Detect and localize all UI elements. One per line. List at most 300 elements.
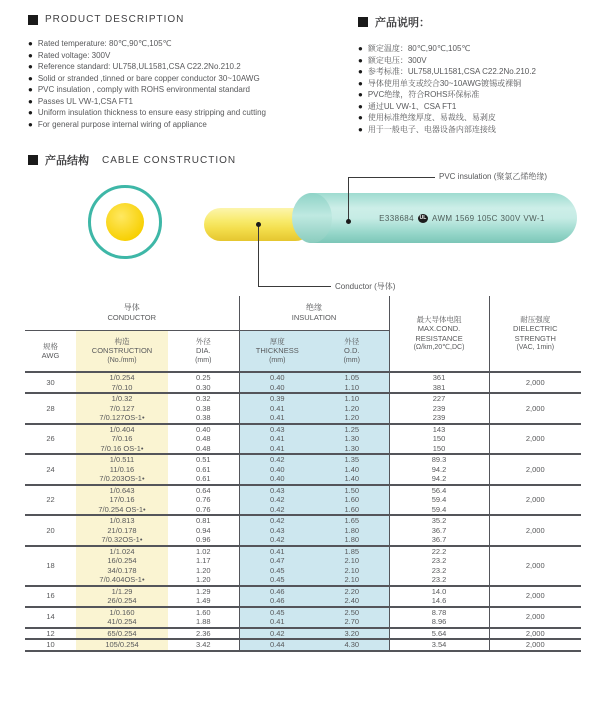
cell-value: 0.41 — [269, 403, 285, 413]
cell-value: 0.45 — [269, 575, 285, 584]
max-resistance-header-unit: (Ω/km,20℃,DC) — [413, 344, 465, 351]
cell-value: 2,000 — [525, 495, 545, 504]
construction-cell — [76, 515, 168, 546]
cell-value: 2.20 — [344, 586, 360, 596]
construction-cell — [76, 628, 168, 640]
dia-cell — [168, 372, 239, 393]
cell-value: 0.41 — [269, 443, 285, 453]
dia-header — [168, 331, 239, 373]
cell-value: 2.70 — [344, 617, 360, 626]
dielectric-cell — [489, 372, 581, 393]
spec-table-body — [25, 372, 581, 651]
cell-value: 7/0.127 — [109, 403, 135, 413]
cell-value: 94.2 — [431, 464, 447, 474]
cell-value: 1.02 — [195, 546, 211, 556]
cell-value: 1.35 — [344, 455, 360, 464]
cell-value: 0.40 — [269, 382, 285, 392]
construction-header — [76, 331, 168, 373]
cell-value: 1/0.254 — [109, 373, 135, 382]
od-cell — [315, 393, 389, 424]
cell-value: 2.50 — [344, 607, 360, 617]
dielectric-header-unit: (VAC, 1min) — [516, 344, 555, 351]
cell-value: 1.40 — [344, 464, 360, 474]
cell-value: 7/0.32OS-1• — [101, 535, 143, 544]
dielectric-cell — [489, 424, 581, 455]
bullet-text: PVC insulation , comply with ROHS environmental standard — [37, 85, 250, 94]
construction-cell — [76, 607, 168, 628]
dia-cell — [168, 586, 239, 607]
cell-value: 150 — [432, 443, 446, 453]
awg-cell — [25, 424, 76, 455]
product-description-cn-title: 产品说明： — [375, 17, 430, 29]
cell-value: 2,000 — [525, 560, 545, 570]
bullet-icon: ● — [28, 73, 33, 83]
awg-cell — [25, 639, 76, 651]
cell-value: 1.50 — [344, 485, 360, 495]
cell-value: 4.30 — [344, 640, 360, 649]
cable-construction-title-zh: 产品结构 — [45, 155, 89, 167]
cell-value: 0.42 — [269, 535, 285, 544]
pvc-leader-vline — [348, 177, 349, 221]
cell-value: 26 — [46, 434, 55, 443]
cell-value: 0.51 — [195, 455, 211, 464]
bullet-icon: ● — [358, 78, 363, 88]
od-cell — [315, 586, 389, 607]
cell-value: 34/0.178 — [107, 565, 137, 575]
bullet-item — [28, 107, 350, 119]
bullet-item — [28, 73, 350, 85]
cell-value: 2.36 — [195, 628, 211, 638]
cell-value: 2,000 — [525, 434, 545, 443]
bullet-item — [28, 38, 350, 50]
cell-value: 7/0.16 OS-1• — [100, 443, 144, 453]
thickness-cell — [239, 393, 315, 424]
cell-value: 16/0.254 — [107, 556, 137, 565]
cell-value: 0.43 — [269, 525, 285, 535]
bullet-item — [28, 50, 350, 62]
construction-cell — [76, 485, 168, 516]
bullet-text: Rated temperature: 80℃,90℃,105℃ — [37, 39, 172, 48]
cell-value: 2,000 — [525, 612, 545, 622]
resistance-cell — [389, 546, 489, 586]
marking-awm-text: AWM 1569 105C 300V VW-1 — [432, 213, 545, 223]
construction-cell — [76, 586, 168, 607]
bullet-item — [28, 84, 350, 96]
cell-value: 2,000 — [525, 464, 545, 474]
cell-value: 2.40 — [344, 596, 360, 605]
cell-value: 361 — [432, 373, 446, 382]
resistance-cell — [389, 639, 489, 651]
cell-value: 11/0.16 — [109, 464, 135, 474]
bullet-icon: ● — [28, 50, 33, 60]
cell-value: 1.25 — [344, 424, 360, 434]
marking-e-number: E338684 — [379, 213, 415, 223]
thickness-header-en: THICKNESS — [255, 346, 299, 356]
cell-value: 35.2 — [431, 516, 447, 525]
conductor-group-zh: 导体 — [123, 303, 140, 312]
cell-value: 14.6 — [431, 596, 447, 605]
cell-value: 56.4 — [431, 485, 447, 495]
od-cell — [315, 639, 389, 651]
cell-value: 1.80 — [344, 525, 360, 535]
resistance-cell — [389, 424, 489, 455]
cell-value: 105/0.254 — [105, 640, 139, 649]
dia-cell — [168, 485, 239, 516]
resistance-cell — [389, 607, 489, 628]
od-header — [315, 331, 389, 373]
cell-value: 2,000 — [525, 377, 545, 387]
od-cell — [315, 372, 389, 393]
dielectric-cell — [489, 393, 581, 424]
resistance-cell — [389, 586, 489, 607]
conductor-leader-hline — [258, 286, 331, 287]
resistance-cell — [389, 485, 489, 516]
cell-value: 0.40 — [269, 464, 285, 474]
thickness-header-unit: (mm) — [269, 356, 286, 364]
table-row — [25, 424, 581, 455]
cell-value: 22.2 — [431, 546, 447, 556]
cell-value: 1.10 — [344, 382, 360, 392]
cell-value: 10 — [46, 640, 55, 649]
cell-value: 0.42 — [269, 455, 285, 464]
bullet-text: 用于一般电子、电器设备内部连接线 — [367, 124, 496, 134]
dielectric-cell — [489, 485, 581, 516]
cell-value: 1.88 — [195, 617, 211, 626]
cell-value: 1.17 — [195, 556, 211, 565]
bullet-icon: ● — [28, 39, 33, 48]
cell-value: 3.42 — [195, 640, 211, 649]
cable-construction-heading — [28, 152, 236, 168]
cell-value: 0.39 — [269, 394, 285, 403]
cell-value: 7/0.127OS-1• — [99, 413, 145, 422]
awg-cell — [25, 485, 76, 516]
od-cell — [315, 546, 389, 586]
table-row — [25, 515, 581, 546]
dielectric-header-en2: STRENGTH — [514, 333, 556, 343]
cell-value: 94.2 — [431, 474, 447, 483]
awg-cell — [25, 607, 76, 628]
table-row — [25, 639, 581, 651]
table-row — [25, 607, 581, 628]
cell-value: 36.7 — [431, 535, 447, 544]
cell-value: 1/0.404 — [109, 424, 135, 434]
bullet-icon: ● — [358, 55, 363, 65]
cell-value: 0.61 — [195, 474, 211, 483]
cell-value: 12 — [46, 628, 55, 638]
cell-value: 1/1.29 — [111, 586, 133, 596]
table-row — [25, 546, 581, 586]
awg-cell — [25, 546, 76, 586]
bullet-icon: ● — [358, 113, 363, 122]
dielectric-cell — [489, 607, 581, 628]
pvc-insulation-label: PVC insulation (聚氯乙烯绝缘) — [439, 172, 548, 181]
cell-value: 0.46 — [269, 596, 285, 605]
cell-value: 0.45 — [269, 607, 285, 617]
dielectric-cell — [489, 586, 581, 607]
cell-value: 1.60 — [195, 607, 211, 617]
cell-value: 1.20 — [195, 565, 211, 575]
cell-value: 0.45 — [269, 565, 285, 575]
cable-marking-text — [350, 193, 574, 243]
cell-value: 1.20 — [344, 413, 360, 422]
table-row — [25, 393, 581, 424]
thickness-cell — [239, 424, 315, 455]
bullet-icon: ● — [358, 124, 363, 134]
bullet-item — [28, 61, 350, 73]
cell-value: 0.25 — [195, 373, 211, 382]
cell-value: 0.76 — [195, 495, 211, 504]
thickness-cell — [239, 546, 315, 586]
bullet-item — [358, 112, 603, 124]
cell-value: 1.80 — [344, 535, 360, 544]
cell-value: 1.20 — [195, 575, 211, 584]
insulation-group-en: INSULATION — [291, 313, 337, 322]
cell-value: 0.81 — [195, 516, 211, 525]
od-cell — [315, 485, 389, 516]
cell-value: 2,000 — [525, 403, 545, 413]
dia-cell — [168, 546, 239, 586]
ul-logo-icon: UL — [419, 214, 427, 221]
resistance-cell — [389, 454, 489, 485]
product-description-section — [28, 14, 350, 130]
product-description-list — [28, 38, 350, 130]
awg-cell — [25, 586, 76, 607]
cell-value: 2,000 — [525, 525, 545, 535]
table-row — [25, 485, 581, 516]
bullet-icon: ● — [358, 67, 363, 76]
awg-cell — [25, 628, 76, 640]
construction-cell — [76, 393, 168, 424]
resistance-cell — [389, 393, 489, 424]
conductor-group-header — [25, 296, 239, 331]
cell-value: 89.3 — [431, 455, 447, 464]
cell-value: 23.2 — [431, 556, 447, 565]
thickness-cell — [239, 586, 315, 607]
cell-value: 7/0.10 — [111, 382, 133, 392]
cell-value: 1/0.643 — [109, 485, 135, 495]
cell-value: 0.46 — [269, 586, 285, 596]
thickness-header — [239, 331, 315, 373]
bullet-text: Rated voltage: 300V — [37, 50, 111, 60]
cell-value: 14.0 — [431, 586, 447, 596]
construction-cell — [76, 424, 168, 455]
cell-value: 0.76 — [195, 504, 211, 514]
od-cell — [315, 454, 389, 485]
cell-value: 1.30 — [344, 443, 360, 453]
bullet-text: 额定电压：300V — [367, 55, 427, 65]
dielectric-header-en1: DIELECTRIC — [512, 324, 558, 333]
bullet-item — [358, 43, 603, 55]
cell-value: 1.10 — [344, 394, 360, 403]
dia-cell — [168, 628, 239, 640]
cell-value: 3.54 — [431, 640, 447, 649]
awg-header-zh: 规格 — [43, 341, 58, 351]
cell-value: 2,000 — [525, 591, 545, 601]
awg-cell — [25, 393, 76, 424]
cell-value: 150 — [432, 434, 446, 443]
bullet-item — [358, 101, 603, 113]
od-header-zh: 外径 — [344, 336, 360, 346]
cell-value: 0.41 — [269, 434, 285, 443]
pvc-leader-hline — [348, 177, 435, 178]
dielectric-header-zh: 耐压强度 — [520, 314, 551, 324]
construction-header-en: CONSTRUCTION — [91, 346, 153, 356]
od-cell — [315, 515, 389, 546]
cell-value: 24 — [46, 464, 55, 474]
bullet-icon: ● — [358, 44, 363, 53]
resistance-cell — [389, 372, 489, 393]
max-resistance-header — [389, 296, 489, 372]
bullet-icon: ● — [28, 108, 33, 117]
cell-value: 7/0.203OS-1• — [99, 474, 145, 483]
cell-value: 2.10 — [344, 556, 360, 565]
cell-value: 26/0.254 — [107, 596, 137, 605]
cell-value: 5.64 — [431, 628, 447, 638]
cell-value: 8.78 — [431, 607, 447, 617]
bullet-icon: ● — [28, 119, 33, 129]
cable-insulation-endcap — [292, 193, 332, 243]
insulation-group-header — [239, 296, 389, 331]
cell-value: 1/0.32 — [111, 394, 133, 403]
dia-header-unit: (mm) — [195, 356, 212, 364]
resistance-cell — [389, 515, 489, 546]
cell-value: 0.42 — [269, 628, 285, 638]
cell-value: 0.32 — [195, 394, 211, 403]
thickness-cell — [239, 485, 315, 516]
table-row — [25, 628, 581, 640]
thickness-header-zh: 厚度 — [269, 336, 285, 346]
bullet-item — [358, 66, 603, 78]
cell-value: 0.40 — [269, 474, 285, 483]
cell-value: 0.40 — [195, 424, 211, 434]
bullet-icon: ● — [358, 101, 363, 111]
bullet-text: Passes UL VW-1,CSA FT1 — [37, 96, 133, 106]
bullet-item — [358, 55, 603, 67]
cell-value: 239 — [432, 413, 446, 422]
cell-value: 36.7 — [431, 525, 447, 535]
product-description-cn-list — [358, 43, 603, 135]
bullet-text: 导体使用单支或绞合30~10AWG镀锡或裸铜 — [367, 78, 522, 88]
product-description-heading — [28, 14, 350, 25]
thickness-cell — [239, 515, 315, 546]
cell-value: 1/1.024 — [109, 546, 135, 556]
cell-value: 59.4 — [431, 495, 447, 504]
cell-value: 30 — [46, 377, 55, 387]
cell-value: 1.65 — [344, 516, 360, 525]
max-resistance-header-en1: MAX.COND. — [417, 324, 461, 333]
thickness-cell — [239, 639, 315, 651]
dia-cell — [168, 515, 239, 546]
cell-value: 0.47 — [269, 556, 285, 565]
dielectric-cell — [489, 546, 581, 586]
construction-header-unit: (No./mm) — [107, 356, 137, 364]
product-description-cn-section — [358, 14, 603, 135]
bullet-text: Reference standard: UL758,UL1581,CSA C22.2No.210.2 — [37, 62, 241, 71]
bullet-text: 额定温度：80℃,90℃,105℃ — [367, 44, 471, 53]
cross-section-conductor — [106, 203, 144, 241]
spec-table — [25, 296, 581, 652]
cell-value: 0.96 — [195, 535, 211, 544]
dielectric-cell — [489, 454, 581, 485]
table-row — [25, 586, 581, 607]
cell-value: 0.42 — [269, 495, 285, 504]
cell-value: 2,000 — [525, 628, 545, 638]
bullet-text: 使用标准绝缘厚度、易裁线、易剥皮 — [367, 113, 496, 122]
od-cell — [315, 628, 389, 640]
cell-value: 1.29 — [195, 586, 211, 596]
bullet-item — [358, 89, 603, 101]
bullet-item — [358, 124, 603, 136]
black-square-icon — [28, 15, 38, 25]
resistance-cell — [389, 628, 489, 640]
cell-value: 1.85 — [344, 546, 360, 556]
construction-cell — [76, 639, 168, 651]
cell-value: 7/0.254 OS-1• — [98, 504, 146, 514]
bullet-text: PVC绝缘，符合ROHS环保标准 — [367, 90, 480, 99]
cell-value: 0.38 — [195, 413, 211, 422]
cell-value: 1/0.160 — [109, 607, 135, 617]
cell-value: 14 — [46, 612, 55, 622]
dia-cell — [168, 607, 239, 628]
cell-value: 8.96 — [431, 617, 447, 626]
cell-value: 0.38 — [195, 403, 211, 413]
table-row — [25, 372, 581, 393]
cell-value: 59.4 — [431, 504, 447, 514]
construction-cell — [76, 372, 168, 393]
awg-cell — [25, 454, 76, 485]
bullet-text: 通过UL VW-1、CSA FT1 — [367, 101, 457, 111]
bullet-text: Uniform insulation thickness to ensure easy stripping and cutting — [37, 108, 266, 117]
od-header-unit: (mm) — [343, 356, 360, 364]
cell-value: 1.60 — [344, 504, 360, 514]
product-description-title: PRODUCT DESCRIPTION — [45, 14, 185, 25]
cell-value: 1.30 — [344, 434, 360, 443]
dielectric-cell — [489, 628, 581, 640]
cell-value: 23.2 — [431, 575, 447, 584]
cell-value: 1.20 — [344, 403, 360, 413]
construction-header-zh: 构造 — [114, 336, 130, 346]
cell-value: 0.43 — [269, 485, 285, 495]
cell-value: 239 — [432, 403, 446, 413]
cell-value: 2,000 — [525, 640, 545, 649]
thickness-cell — [239, 454, 315, 485]
bullet-item — [358, 78, 603, 90]
bullet-icon: ● — [28, 96, 33, 106]
cell-value: 0.30 — [195, 382, 211, 392]
cable-construction-title-en: CABLE CONSTRUCTION — [102, 154, 237, 166]
cell-value: 28 — [46, 403, 55, 413]
cell-value: 41/0.254 — [107, 617, 137, 626]
cell-value: 0.44 — [269, 640, 285, 649]
bullet-item — [28, 119, 350, 131]
conductor-leader-vline — [258, 225, 259, 286]
cell-value: 0.48 — [195, 443, 211, 453]
cell-value: 0.41 — [269, 413, 285, 422]
cell-value: 22 — [46, 495, 55, 504]
bullet-item — [28, 96, 350, 108]
dielectric-cell — [489, 515, 581, 546]
construction-cell — [76, 546, 168, 586]
bullet-text: For general purpose internal wiring of appliance — [37, 119, 207, 129]
cell-value: 21/0.178 — [107, 525, 137, 535]
cell-value: 1.49 — [195, 596, 211, 605]
cell-value: 0.42 — [269, 504, 285, 514]
dia-header-en: DIA. — [195, 346, 211, 356]
cell-value: 18 — [46, 560, 55, 570]
cell-value: 0.40 — [269, 373, 285, 382]
od-header-en: O.D. — [344, 346, 360, 356]
cell-value: 2.10 — [344, 575, 360, 584]
